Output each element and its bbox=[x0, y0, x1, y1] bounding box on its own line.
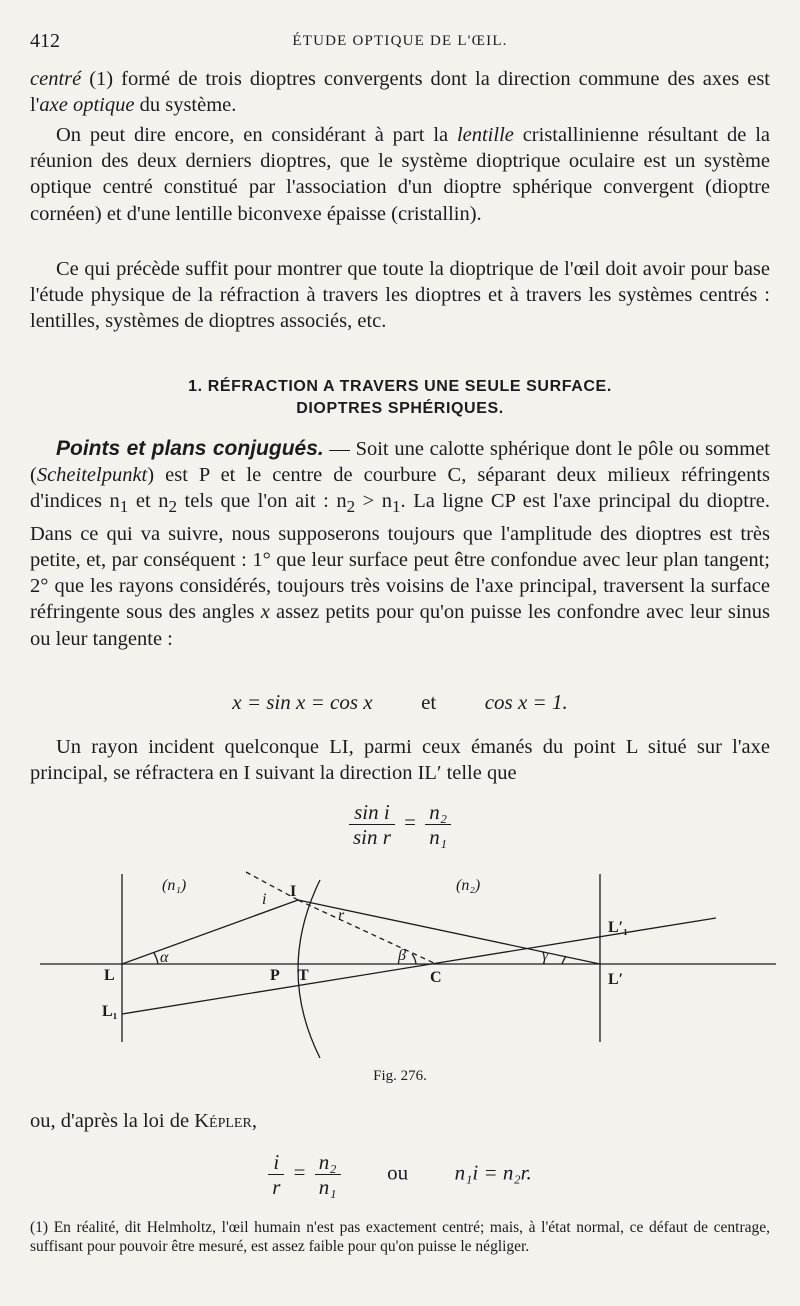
para4-italic-scheitelpunkt: Scheitelpunkt bbox=[36, 464, 148, 487]
section-heading-line2: DIOPTRES SPHÉRIQUES. bbox=[296, 400, 504, 417]
fraction-n bbox=[425, 800, 451, 849]
fraction-n2n1-den: n₁ bbox=[318, 1175, 337, 1199]
alpha-arc bbox=[154, 953, 158, 964]
paragraph-6 bbox=[30, 1108, 770, 1134]
beta-arc bbox=[412, 954, 416, 964]
gamma-arc bbox=[562, 956, 566, 964]
label-L1: L₁ bbox=[102, 1003, 118, 1020]
figure-caption: Fig. 276. bbox=[373, 1068, 427, 1084]
paragraph-4 bbox=[30, 436, 770, 652]
fraction-n2n1-num: n₂ bbox=[315, 1150, 341, 1175]
para1-italic-axe: axe optique bbox=[39, 94, 135, 117]
equation-3-right: n₁i = n₂r. bbox=[454, 1160, 532, 1185]
label-alpha: α bbox=[160, 949, 169, 966]
label-beta: β bbox=[398, 947, 406, 964]
figure-276-diagram bbox=[36, 860, 776, 1072]
label-I: I bbox=[290, 883, 297, 900]
para4-text-7: . La ligne CP est l'axe principal du dioptre. Dans ce qui va suivre, nous supposerons toujours que l'amplitude des dioptres est très petite, et, par conséquent : 1° que leur surface peut être confondue avec leur plan tangent; 2° que les rayons considérés, toujours très voisins de l'axe principal, traversent la surface réfringente sous des angles bbox=[30, 490, 770, 624]
sub-1a: 1 bbox=[119, 497, 129, 517]
label-T: T bbox=[298, 967, 309, 984]
fraction-sin-den: sin r bbox=[352, 825, 391, 849]
equation-3-ou: ou bbox=[387, 1160, 409, 1185]
sub-2b: 2 bbox=[346, 497, 356, 517]
label-gamma: γ bbox=[542, 947, 549, 964]
sub-1b: 1 bbox=[392, 497, 401, 517]
fraction-n-num: n₂ bbox=[425, 800, 451, 825]
label-n2: (n₂) bbox=[456, 877, 481, 894]
para2-text: On peut dire encore, en considérant à part la bbox=[56, 124, 457, 146]
page-header bbox=[30, 30, 770, 56]
label-L1prime: L′₁ bbox=[608, 919, 628, 936]
section-heading bbox=[30, 376, 770, 420]
fraction-ir-num: i bbox=[268, 1150, 284, 1175]
para1-italic-centre: centré bbox=[30, 68, 82, 90]
paragraph-3: Ce qui précède suffit pour montrer que toute la dioptrique de l'œil doit avoir pour base l'étude physique de la réfraction à travers les dioptres et à travers les systèmes centrés : lentilles, systèmes de dioptres associés, etc. bbox=[30, 258, 770, 333]
paragraph-1 bbox=[30, 66, 770, 118]
para4-text-9: assez petits pour qu'on puisse les confondre avec leur sinus ou leur tangente : bbox=[30, 601, 770, 650]
fraction-sin bbox=[349, 800, 395, 849]
running-title: ÉTUDE OPTIQUE DE L'ŒIL. bbox=[292, 33, 508, 49]
equation-1-et: et bbox=[421, 690, 437, 714]
label-C: C bbox=[430, 969, 442, 986]
paragraph-title: Points et plans conjugués. bbox=[56, 437, 324, 460]
page-number: 412 bbox=[30, 30, 60, 52]
equation-3: $\frac{i}{r}$ = $\frac{\text{n₂}}{\text{n₁}}$ ou n₁i = n₂r. bbox=[0, 1150, 800, 1199]
equation-1-right: cos x = 1. bbox=[484, 690, 568, 714]
label-i: i bbox=[262, 891, 267, 908]
footnote: (1) En réalité, dit Helmholtz, l'œil humain n'est pas exactement centré; mais, à l'état normal, ce défaut de centrage, suffisant pour pouvoir être mesuré, est assez faible pour qu'on puisse le négliger. bbox=[30, 1219, 770, 1255]
equation-1-left: x = sin x = cos x bbox=[232, 690, 373, 714]
para6-text: ou, d'après la loi de bbox=[30, 1110, 195, 1132]
para1-text-end: du système. bbox=[134, 94, 237, 117]
label-Lprime: L′ bbox=[608, 971, 624, 988]
para2-text-end: cristallinienne résultant de la réunion des deux derniers dioptres, que le système dioptrique oculaire est un système optique centré constitué par l'association d'un dioptre sphérique convergent (dioptre cornéen) et d'une lentille biconvexe épaisse (cristallin). bbox=[30, 124, 770, 225]
equation-1 bbox=[0, 690, 800, 715]
para4-text-1: — Soit une calotte sphérique dont le pôle ou sommet ( bbox=[30, 438, 770, 487]
label-r: r bbox=[338, 907, 345, 924]
figure-276 bbox=[36, 860, 776, 1072]
para2-italic-lentille: lentille bbox=[456, 124, 514, 146]
label-n1: (n₁) bbox=[162, 877, 187, 894]
para4-text-5: tels que l'on ait : n bbox=[177, 490, 347, 513]
para4-text-3: ) est P et le centre de courbure C, séparant deux milieux réfringents d'indices n bbox=[30, 464, 770, 513]
paragraph-2 bbox=[30, 122, 770, 227]
para4-italic-x: x bbox=[260, 601, 270, 624]
fraction-n-den: n₁ bbox=[429, 825, 448, 849]
normal-line bbox=[298, 900, 436, 964]
para1-text: (1) formé de trois dioptres convergents dont la direction commune des axes est l' bbox=[30, 68, 770, 117]
incident-ray bbox=[122, 900, 298, 964]
sub-2a: 2 bbox=[168, 497, 177, 517]
section-heading-line1: 1. RÉFRACTION A TRAVERS UNE SEULE SURFACE. bbox=[188, 378, 612, 395]
label-P: P bbox=[270, 967, 280, 984]
paragraph-5: Un rayon incident quelconque LI, parmi ceux émanés du point L situé sur l'axe principal, se réfractera en I suivant la direction IL′ telle que bbox=[30, 736, 770, 785]
fraction-ir-den: r bbox=[272, 1175, 281, 1199]
para4-text-6: > n bbox=[355, 490, 392, 513]
para4-text-4: et n bbox=[128, 490, 169, 513]
para6-kepler: Képler bbox=[194, 1110, 252, 1132]
para6-comma: , bbox=[251, 1110, 257, 1132]
fraction-sin-num: sin i bbox=[349, 800, 395, 825]
fraction-ir bbox=[268, 1150, 284, 1199]
equation-2: $\frac{\text{sin i}}{\text{sin r}}$ = $\frac{\text{n₂}}{\text{n₁}}$ bbox=[0, 800, 800, 849]
fraction-n2n1 bbox=[315, 1150, 341, 1199]
label-L: L bbox=[104, 967, 115, 984]
